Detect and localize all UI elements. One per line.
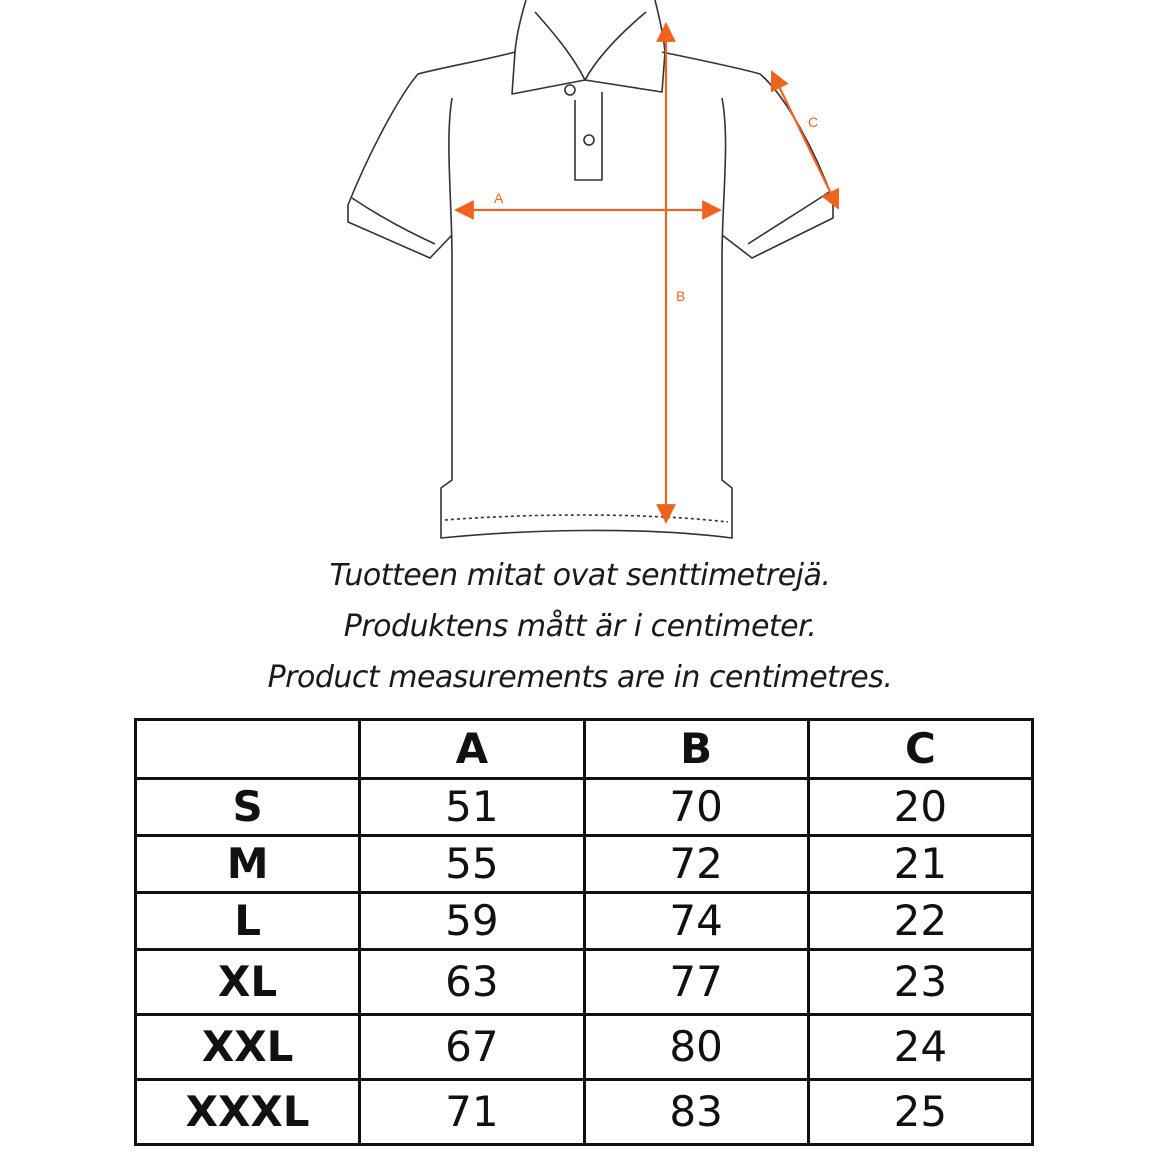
value-cell-b: 70 <box>584 779 808 836</box>
header-cell-b: B <box>584 720 808 779</box>
value-cell-c: 25 <box>808 1080 1032 1145</box>
table-row <box>136 1080 1033 1145</box>
value-cell-c: 24 <box>808 1015 1032 1080</box>
table-header-row <box>136 720 1033 779</box>
value-cell-a: 59 <box>360 893 584 950</box>
shirt-outline <box>348 0 833 538</box>
value-cell-a: 63 <box>360 950 584 1015</box>
header-cell-c: C <box>808 720 1032 779</box>
value-cell-c: 22 <box>808 893 1032 950</box>
size-cell: XXL <box>136 1015 360 1080</box>
label-c: C <box>808 114 819 130</box>
size-cell: S <box>136 779 360 836</box>
caption-swedish: Produktens mått är i centimeter. <box>343 609 817 644</box>
value-cell-c: 23 <box>808 950 1032 1015</box>
value-cell-b: 77 <box>584 950 808 1015</box>
value-cell-a: 51 <box>360 779 584 836</box>
value-cell-b: 80 <box>584 1015 808 1080</box>
polo-shirt-diagram <box>0 0 1160 550</box>
label-a: A <box>494 190 504 206</box>
table-row <box>136 893 1033 950</box>
caption-english: Product measurements are in centimetres. <box>267 660 893 695</box>
value-cell-a: 67 <box>360 1015 584 1080</box>
value-cell-a: 71 <box>360 1080 584 1145</box>
table-row <box>136 950 1033 1015</box>
measurement-lines <box>456 24 838 522</box>
value-cell-b: 74 <box>584 893 808 950</box>
header-cell-empty <box>136 720 360 779</box>
value-cell-a: 55 <box>360 836 584 893</box>
value-cell-b: 72 <box>584 836 808 893</box>
size-cell: XL <box>136 950 360 1015</box>
value-cell-b: 83 <box>584 1080 808 1145</box>
measure-line-c <box>772 72 838 208</box>
size-table <box>134 718 1034 1146</box>
size-cell: L <box>136 893 360 950</box>
size-cell: XXXL <box>136 1080 360 1145</box>
size-cell: M <box>136 836 360 893</box>
label-b: B <box>676 288 686 304</box>
value-cell-c: 20 <box>808 779 1032 836</box>
table-row <box>136 836 1033 893</box>
table-row <box>136 779 1033 836</box>
value-cell-c: 21 <box>808 836 1032 893</box>
table-row <box>136 1015 1033 1080</box>
caption-finnish: Tuotteen mitat ovat senttimetrejä. <box>329 558 831 593</box>
header-cell-a: A <box>360 720 584 779</box>
